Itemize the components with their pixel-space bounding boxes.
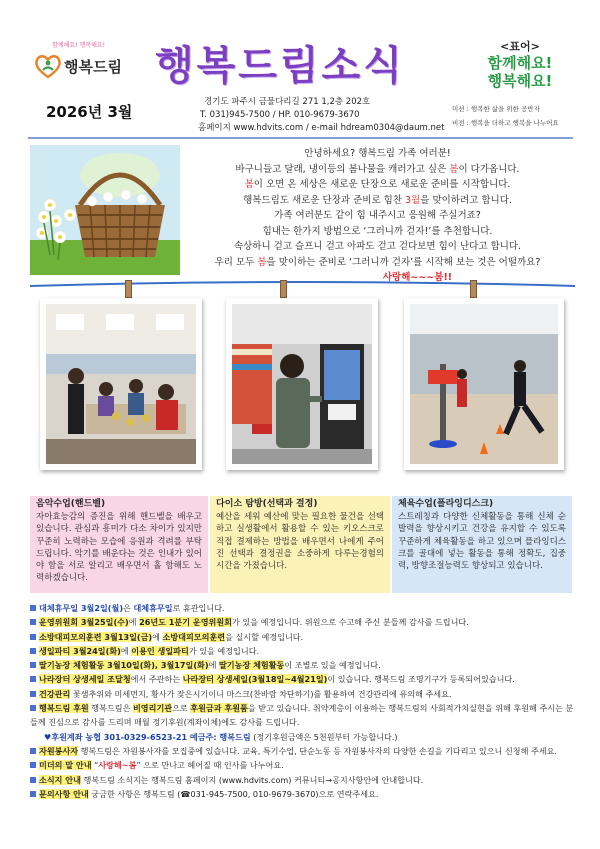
greeting-line-2: 바구니들고 달래, 냉이등의 봄나물을 캐러가고 싶은 봄이 다가옵니다. bbox=[235, 163, 520, 175]
greeting-sign: 사랑해~~~봄!! bbox=[382, 272, 453, 283]
notice-account: ♥후원계좌 농협 301-0329-6523-21 예금주: 행복드림 (정기후원금액은 5천원부터 가능합니다.) bbox=[44, 731, 398, 742]
notice-committee: 운영위원회 3월25일(수)에 26년도 1분기 운영위원회가 있을 예정입니다. 위원으로 수고해 주신 분들께 감사를 드립니다. bbox=[30, 615, 575, 629]
notice-sale: 나라장터 상생세일 조달청에서 주관하는 나라장터 상생세일(3월18일~4월21일)이 있습니다. 행복드림 조명기구가 등록되어있습니다. bbox=[30, 672, 575, 686]
bullet-square-icon bbox=[30, 676, 36, 682]
logo-name: 행복드림 bbox=[64, 58, 122, 76]
web-line: 홈페이지 www.hdvits.com / e-mail hdream0304@daum.net bbox=[198, 123, 445, 133]
motto-block bbox=[455, 38, 585, 90]
newsletter-title: 행복드림소식 bbox=[155, 43, 405, 89]
mission-text: 미션 : 행복한 삶을 위한 공반자 bbox=[452, 105, 540, 113]
clothespin-icon bbox=[470, 280, 477, 298]
activity-music bbox=[30, 496, 208, 593]
activity-body: 예산을 세워 예산에 맞는 필요한 물건을 선택하고 실생활에서 활용할 수 있는 키오스크로 직접 결제하는 방법을 배우면서 나에게 주어진 선택과 결정권을 소중하게 다루는경험의 시간을 가졌습니다. bbox=[216, 512, 384, 572]
vision-text: 비전 : 행복을 더하고 행복을 나누어요 bbox=[452, 119, 559, 127]
notice-newsletter: 소식지 안내 행복드림 소식지는 행복드림 홈페이지 (www.hdvits.com) 커뮤니티→공지사항안에 안내합니다. bbox=[30, 773, 575, 787]
notice-fire-drill: 소방대피모의훈련 3월13일(금)에 소방대피모의훈련을 실시할 예정입니다. bbox=[30, 630, 575, 644]
notice-list bbox=[30, 601, 575, 801]
photo-daiso-kiosk bbox=[226, 298, 378, 470]
phone-line: T. 031)945-7500 / HP. 010-9679-3670 bbox=[200, 110, 360, 120]
greeting-line-4: 행복드림도 새로운 단장과 준비로 힘찬 3월을 맞이하려고 합니다. bbox=[243, 194, 512, 206]
header-divider bbox=[28, 137, 573, 139]
bullet-square-icon bbox=[30, 648, 36, 654]
activity-title: 체육수업(플라잉디스크) bbox=[398, 499, 494, 509]
bullet-square-icon bbox=[30, 705, 36, 711]
bullet-square-icon bbox=[30, 762, 36, 768]
motto-line-2: 행복해요! bbox=[487, 72, 553, 90]
notice-inquiry: 문의사항 안내 궁금한 사항은 행복드림 (☎031-945-7500, 010-9679-3670)으로 연락주세요. bbox=[30, 787, 575, 801]
greeting-line-1: 안녕하세요? 행복드림 가족 여러분! bbox=[304, 148, 451, 159]
logo-slogan: 함께해요! 행복해요! bbox=[52, 42, 106, 49]
activity-title: 다이소 탐방(선택과 결정) bbox=[216, 499, 318, 509]
flower-basket-image bbox=[30, 145, 180, 275]
greeting-line-7: 속상하니 걷고 슬프니 걷고 아파도 걷고 걷다보면 힘이 난다고 합니다. bbox=[233, 241, 522, 252]
bullet-square-icon bbox=[30, 634, 36, 640]
motto-line-1: 함께해요! bbox=[487, 54, 553, 72]
greeting-line-6: 힘내는 한가지 방법으로 ‘그러니까 걷자!’를 추천합니다. bbox=[262, 225, 493, 237]
notice-strawberry: 딸기농장 체험활동 3월10일(화), 3월17일(화)에 딸기농장 체험활동이 조별로 있을 예정입니다. bbox=[30, 658, 575, 672]
greeting-line-5: 가족 여러분도 같이 힘 내주시고 응원해 주실거죠? bbox=[274, 210, 481, 221]
notice-greeting-word: 미더의 말 안내 “사랑해~봄” 으로 만나고 헤어질 때 인사를 나누어요. bbox=[30, 758, 575, 772]
notice-birthday: 생일파티 3월24일(화)에 이용인 생일파티가 있을 예정입니다. bbox=[30, 644, 575, 658]
bullet-square-icon bbox=[30, 605, 36, 611]
greeting-line-3: 봄이 오면 온 세상은 새로운 단장으로 새로운 준비를 시작합니다. bbox=[244, 179, 511, 190]
bullet-square-icon bbox=[30, 748, 36, 754]
logo-heart-icon bbox=[34, 52, 62, 80]
bullet-square-icon bbox=[30, 777, 36, 783]
clothespin-icon bbox=[125, 280, 132, 298]
bullet-square-icon bbox=[30, 619, 36, 625]
activity-daiso bbox=[210, 496, 390, 593]
bullet-square-icon bbox=[30, 791, 36, 797]
bullet-square-icon bbox=[30, 691, 36, 697]
address-line: 경기도 파주시 금물다리길 271 1,2층 202호 bbox=[204, 97, 371, 107]
clothesline bbox=[30, 270, 575, 290]
notice-volunteer: 자원봉사자 행복드림은 자원봉사자를 모집중에 있습니다. 교육, 특기수업, 단순노동 등 자원봉사자의 다양한 손길을 기다리고 있으니 신청해 주세요. bbox=[30, 744, 575, 758]
notice-donation: 행복드림 후원 행복드림은 비영리기관으로 후원금과 후원품을 받고 있습니다. 취약계층이 이용하는 행복드림의 사회적가치실현을 위해 후원해 주시는 분들께 진심으로 감사를 드리며 매월 정기후원(계좌이체)에도 감사를 드립니다. bbox=[30, 703, 574, 728]
activity-title: 음악수업(핸드벨) bbox=[36, 499, 106, 509]
mission-vision bbox=[452, 102, 559, 130]
greeting-text bbox=[185, 146, 570, 286]
issue-date: 2026년 3월 bbox=[46, 103, 133, 121]
greeting-line-8: 우리 모두 봄을 맞이하는 준비로 ‘그러니까 걷자’를 시작해 보는 것은 어떨까요? bbox=[214, 256, 541, 268]
clothespin-icon bbox=[280, 280, 287, 298]
bullet-square-icon bbox=[30, 662, 36, 668]
notice-holiday: 대체휴무일 3월2일(월)은 대체휴무일로 휴관입니다. bbox=[30, 601, 575, 615]
motto-heading: <표어> bbox=[500, 40, 540, 53]
photo-music-class bbox=[40, 298, 202, 470]
activity-body: 자아효능감의 증진을 위해 핸드벨을 배우고 있습니다. 관심과 흥미가 다소 차이가 있지만 꾸준히 노력하는 모습에 응원과 격려를 부탁드립니다. 악기를 배운다는 것은 인내가 있어야 함을 서로 알리고 배우면서 홀 함해도 노력하겠습니다. bbox=[36, 512, 202, 584]
activity-sports bbox=[392, 496, 572, 593]
logo bbox=[34, 40, 134, 90]
photo-flying-disc bbox=[404, 298, 564, 470]
contact-block bbox=[200, 96, 444, 135]
notice-health: 건강관리 꽃샘추위와 미세먼지, 황사가 잦은시기이니 마스크(찬바람 차단하기)를 활용하여 건강관리에 유의해 주세요. bbox=[30, 687, 575, 701]
activity-body: 스트레칭과 다양한 신체활동을 통해 신체 순발력을 향상시키고 건강을 유지할 수 있도록 꾸준하게 체육활동을 하고 있으며 플라잉디스크를 골대에 넣는 활동을 통해 정확도, 집중력, 방향조절능력도 향상되고 있습니다. bbox=[398, 512, 566, 572]
